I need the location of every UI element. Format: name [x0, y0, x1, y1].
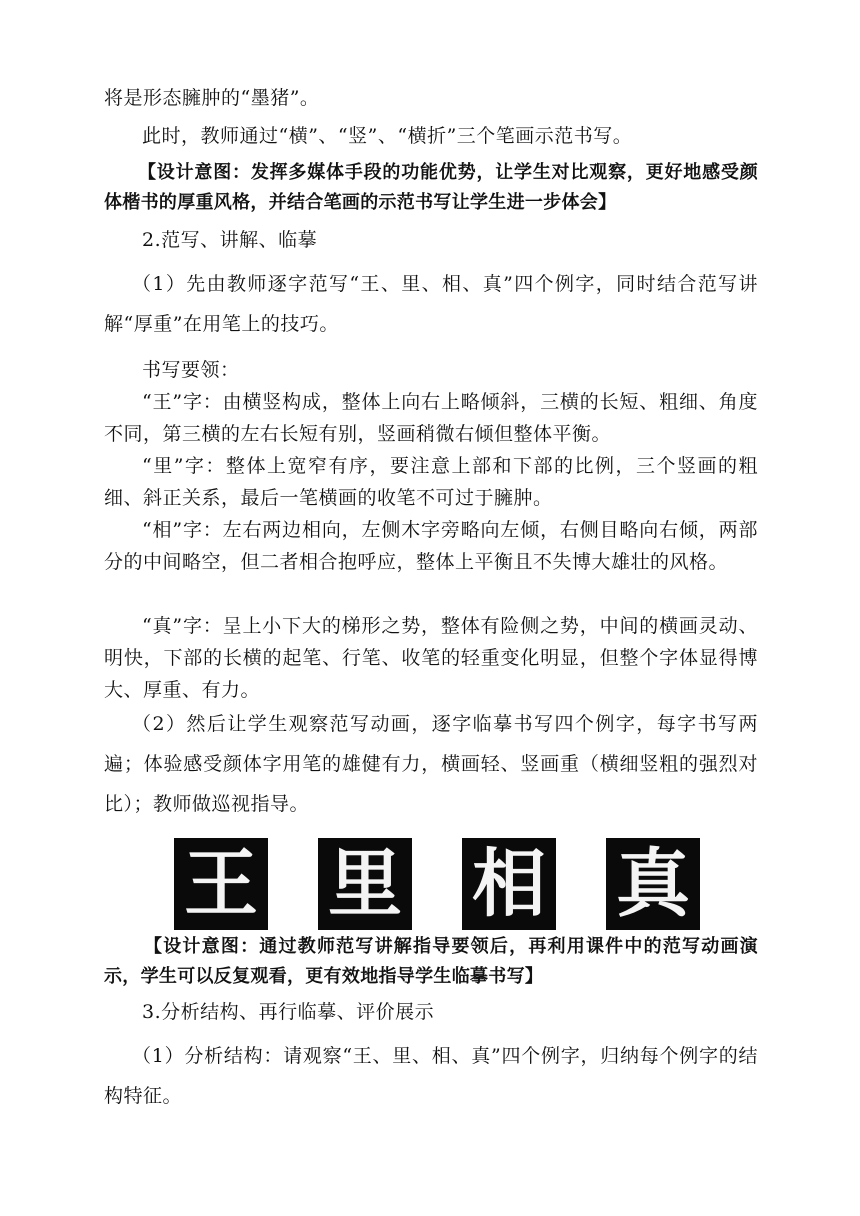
calligraphy-character-li: 里 [318, 838, 412, 930]
design-intent-note-2: 【设计意图：通过教师范写讲解指导要领后，再利用课件中的范写动画演示，学生可以反复观看，更有效地指导学生临摹书写】 [104, 936, 758, 987]
paragraph-demo-strokes: 此时，教师通过“横”、“竖”、“横折”三个笔画示范书写。 [142, 125, 633, 147]
design-intent-note-1: 【设计意图：发挥多媒体手段的功能优势，让学生对比观察，更好地感受颜体楷书的厚重风格，并结合笔画的示范书写让学生进一步体会】 [104, 162, 758, 213]
calligraphy-character-xiang: 相 [462, 838, 556, 930]
paragraph-tip-wang: “王”字：由横竖构成，整体上向右上略倾斜，三横的长短、粗细、角度不同，第三横的左右长短有别，竖画稍微右倾但整体平衡。 [104, 391, 758, 445]
calligraphy-character-wang: 王 [174, 838, 268, 930]
section-heading-2: 2.范写、讲解、临摹 [142, 229, 318, 251]
paragraph-continuation: 将是形态臃肿的“墨猪”。 [104, 87, 320, 109]
paragraph-writing-tips-label: 书写要领： [142, 359, 240, 381]
paragraph-student-practice: （2）然后让学生观察范写动画，逐字临摹书写四个例字，每字书写两遍；体验感受颜体字用笔的雄健有力，横画轻、竖画重（横细竖粗的强烈对比）；教师做巡视指导。 [104, 713, 758, 815]
paragraph-tip-li: “里”字：整体上宽窄有序，要注意上部和下部的比例，三个竖画的粗细、斜正关系，最后一笔横画的收笔不可过于臃肿。 [104, 455, 758, 509]
calligraphy-examples [174, 838, 702, 930]
calligraphy-character-zhen: 真 [606, 838, 700, 930]
paragraph-tip-zhen: “真”字：呈上小下大的梯形之势，整体有险侧之势，中间的横画灵动、明快，下部的长横的起笔、行笔、收笔的轻重变化明显，但整个字体显得博大、厚重、有力。 [104, 615, 758, 701]
section-heading-3: 3.分析结构、再行临摹、评价展示 [142, 1001, 435, 1023]
paragraph-analyze-structure: （1）分析结构：请观察“王、里、相、真”四个例字，归纳每个例字的结构特征。 [104, 1045, 758, 1107]
paragraph-teacher-demo: （1）先由教师逐字范写“王、里、相、真”四个例字，同时结合范写讲解“厚重”在用笔上的技巧。 [104, 273, 758, 335]
paragraph-tip-xiang: “相”字：左右两边相向，左侧木字旁略向左倾，右侧目略向右倾，两部分的中间略空，但二者相合抱呼应，整体上平衡且不失博大雄壮的风格。 [104, 519, 758, 573]
